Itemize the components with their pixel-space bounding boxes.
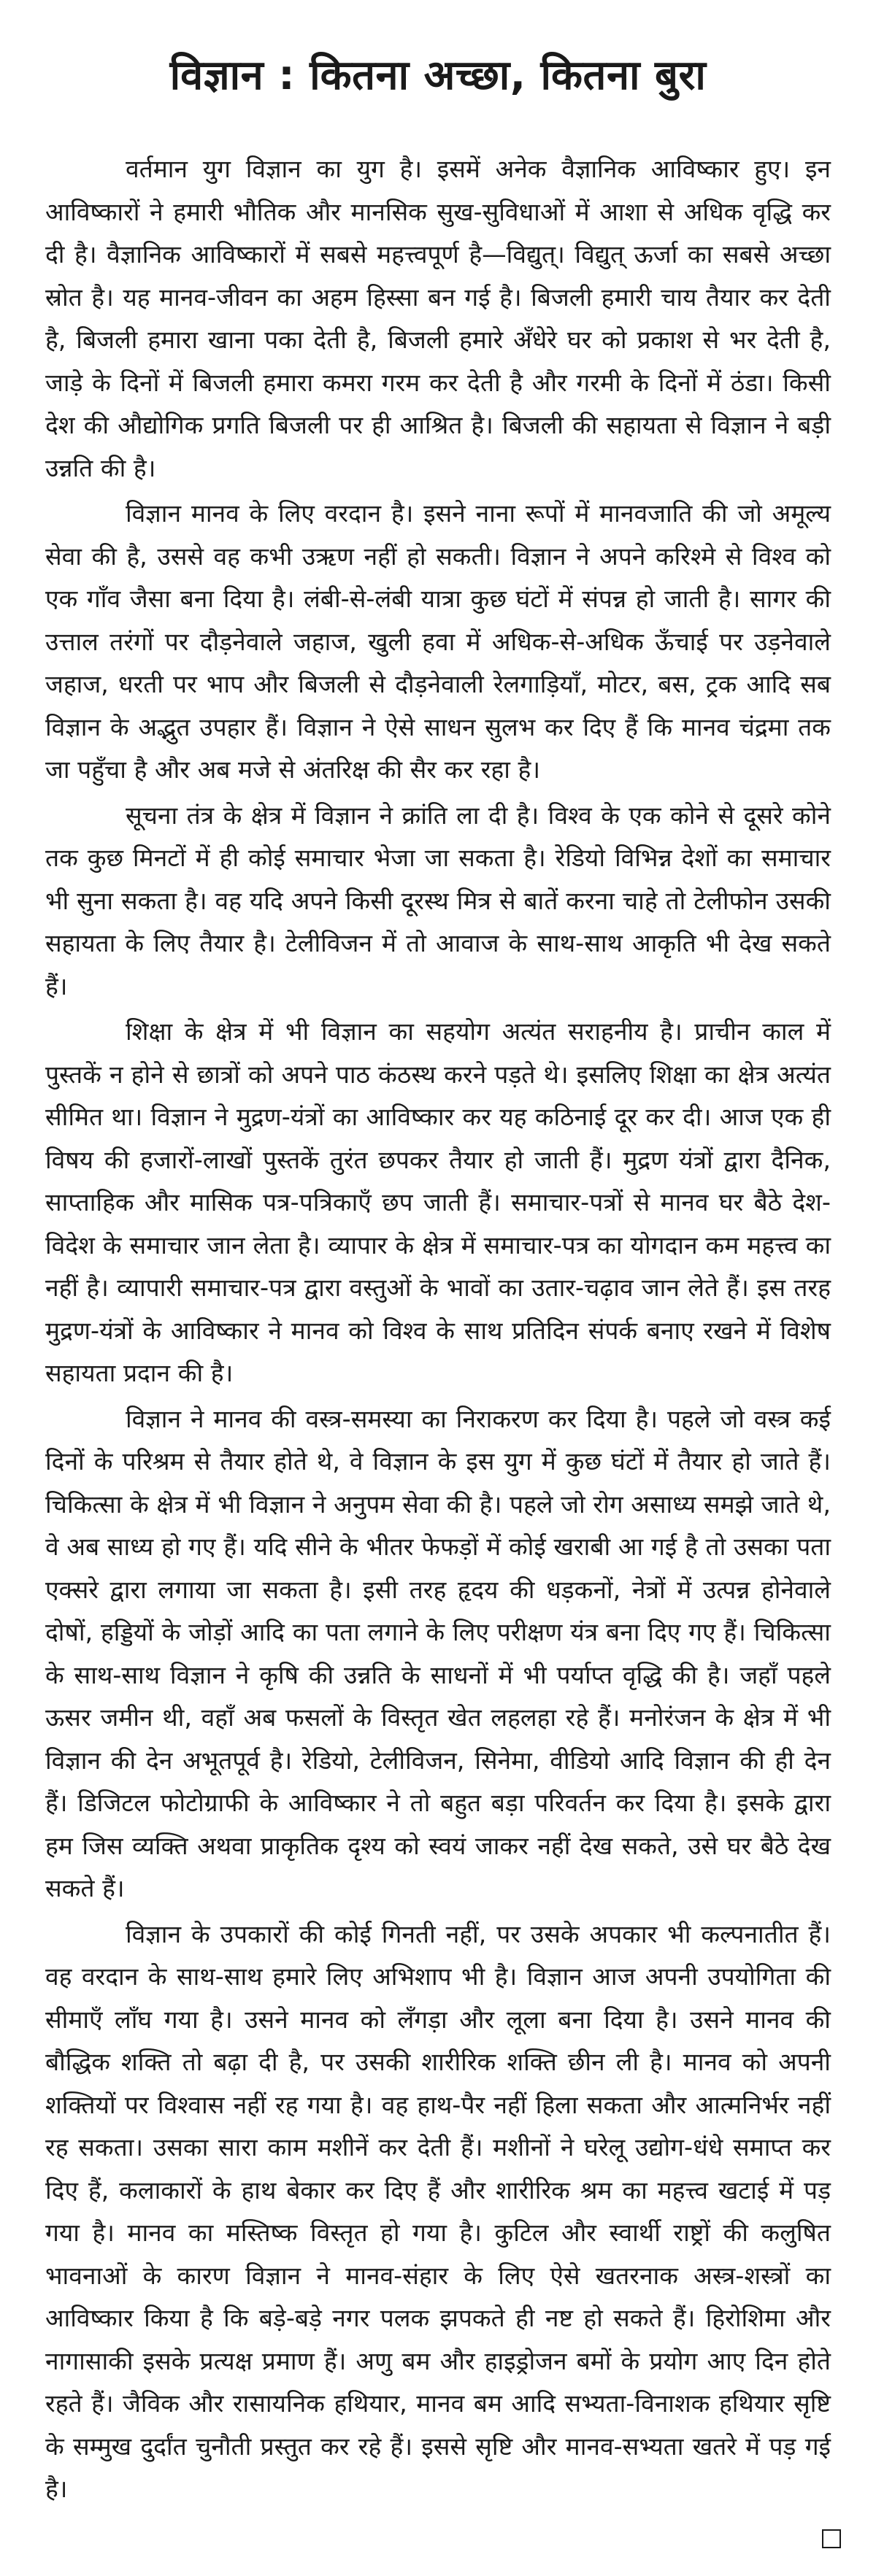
essay-paragraph-curse: विज्ञान के उपकारों की कोई गिनती नहीं, पर उसके अपकार भी कल्पनातीत हैं। वह वरदान के साथ-साथ हमारे लिए अभिशाप भी है। विज्ञान आज अपनी उपयोगिता की सीमाएँ लाँघ गया है। उसने मानव को लँगड़ा और लूला बना दिया है। उसने मानव की बौद्धिक शक्ति तो बढ़ा दी है, पर उसकी शारीरिक शक्ति छीन ली है। मानव को अपनी शक्तियों पर विश्वास नहीं रह गया है। वह हाथ-पैर नहीं हिला सकता और आत्मनिर्भर नहीं रह सकता। उसका सारा काम मशीनें कर देती हैं। मशीनों ने घरेलू उद्योग-धंधे समाप्त कर दिए हैं, कलाकारों के हाथ बेकार कर दिए हैं और शारीरिक श्रम का महत्त्व खटाई में पड़ गया है। मानव का मस्तिष्क विस्तृत हो गया है। कुटिल और स्वार्थी राष्ट्रों की कलुषित भावनाओं के कारण विज्ञान ने मानव-संहार के लिए ऐसे खतरनाक अस्त्र-शस्त्रों का आविष्कार किया है कि बड़े-बड़े नगर पलक झपकते ही नष्ट हो सकते हैं। हिरोशिमा और नागासाकी इसके प्रत्यक्ष प्रमाण हैं। अणु बम और हाइड्रोजन बमों के प्रयोग आए दिन होते रहते हैं। जैविक और रासायनिक हथियार, मानव बम आदि सभ्यता-विनाशक हथियार सृष्टि के सम्मुख दुर्दांत चुनौती प्रस्तुत कर रहे हैं। इससे सृष्टि और मानव-सभ्यता खतरे में पड़ गई है। [45,1919,831,2504]
essay-paragraph-education: शिक्षा के क्षेत्र में भी विज्ञान का सहयोग अत्यंत सराहनीय है। प्राचीन काल में पुस्तकें न होने से छात्रों को अपने पाठ कंठस्थ करने पड़ते थे। इसलिए शिक्षा का क्षेत्र अत्यंत सीमित था। विज्ञान ने मुद्रण-यंत्रों का आविष्कार कर यह कठिनाई दूर कर दी। आज एक ही विषय की हजारों-लाखों पुस्तकें तुरंत छपकर तैयार हो जाती हैं। मुद्रण यंत्रों द्वारा दैनिक, साप्ताहिक और मासिक पत्र-पत्रिकाएँ छप जाती हैं। समाचार-पत्रों से मानव घर बैठे देश-विदेश के समाचार जान लेता है। व्यापार के क्षेत्र में समाचार-पत्र का योगदान कम महत्त्व का नहीं है। व्यापारी समाचार-पत्र द्वारा वस्तुओं के भावों का उतार-चढ़ाव जान लेते हैं। इस तरह मुद्रण-यंत्रों के आविष्कार ने मानव को विश्व के साथ प्रतिदिन संपर्क बनाए रखने में विशेष सहायता प्रदान की है। [45,1017,831,1388]
essay-paragraph-medicine: विज्ञान ने मानव की वस्त्र-समस्या का निराकरण कर दिया है। पहले जो वस्त्र कई दिनों के परिश्रम से तैयार होते थे, वे विज्ञान के इस युग में कुछ घंटों में तैयार हो जाते हैं। चिकित्सा के क्षेत्र में भी विज्ञान ने अनुपम सेवा की है। पहले जो रोग असाध्य समझे जाते थे, वे अब साध्य हो गए हैं। यदि सीने के भीतर फेफड़ों में कोई खराबी आ गई है तो उसका पता एक्सरे द्वारा लगाया जा सकता है। इसी तरह हृदय की धड़कनों, नेत्रों में उत्पन्न होनेवाले दोषों, हड्डियों के जोड़ों आदि का पता लगाने के लिए परीक्षण यंत्र बना दिए गए हैं। चिकित्सा के साथ-साथ विज्ञान ने कृषि की उन्नति के साधनों में भी पर्याप्त वृद्धि की है। जहाँ पहले ऊसर जमीन थी, वहाँ अब फसलों के विस्तृत खेत लहलहा रहे हैं। मनोरंजन के क्षेत्र में भी विज्ञान की देन अभूतपूर्व है। रेडियो, टेलीविजन, सिनेमा, वीडियो आदि विज्ञान की ही देन हैं। डिजिटल फोटोग्राफी के आविष्कार ने तो बहुत बड़ा परिवर्तन कर दिया है। इसके द्वारा हम जिस व्यक्ति अथवा प्राकृतिक दृश्य को स्वयं जाकर नहीं देख सकते, उसे घर बैठे देख सकते हैं। [45,1404,831,1903]
essay-paragraph-communication: सूचना तंत्र के क्षेत्र में विज्ञान ने क्रांति ला दी है। विश्व के एक कोने से दूसरे कोने तक कुछ मिनटों में ही कोई समाचार भेजा जा सकता है। रेडियो विभिन्न देशों का समाचार भी सुना सकता है। वह यदि अपने किसी दूरस्थ मित्र से बातें करना चाहे तो टेलीफोन उसकी सहायता के लिए तैयार है। टेलीविजन में तो आवाज के साथ-साथ आकृति भी देख सकते हैं। [45,801,831,1000]
essay-paragraph-electricity: वर्तमान युग विज्ञान का युग है। इसमें अनेक वैज्ञानिक आविष्कार हुए। इन आविष्कारों ने हमारी भौतिक और मानसिक सुख-सुविधाओं में आशा से अधिक वृद्धि कर दी है। वैज्ञानिक आविष्कारों में सबसे महत्त्वपूर्ण है—विद्युत्। विद्युत् ऊर्जा का सबसे अच्छा स्रोत है। यह मानव-जीवन का अहम हिस्सा बन गई है। बिजली हमारी चाय तैयार कर देती है, बिजली हमारा खाना पका देती है, बिजली हमारे अँधेरे घर को प्रकाश से भर देती है, जाड़े के दिनों में बिजली हमारा कमरा गरम कर देती है और गरमी के दिनों में ठंडा। किसी देश की औद्योगिक प्रगति बिजली पर ही आश्रित है। बिजली की सहायता से विज्ञान ने बड़ी उन्नति की है। [45,155,831,482]
essay-paragraph-boon: विज्ञान मानव के लिए वरदान है। इसने नाना रूपों में मानवजाति की जो अमूल्य सेवा की है, उससे वह कभी उऋण नहीं हो सकती। विज्ञान ने अपने करिश्मे से विश्व को एक गाँव जैसा बना दिया है। लंबी-से-लंबी यात्रा कुछ घंटों में संपन्न हो जाती है। सागर की उत्ताल तरंगों पर दौड़नेवाले जहाज, खुली हवा में अधिक-से-अधिक ऊँचाई पर उड़नेवाले जहाज, धरती पर भाप और बिजली से दौड़नेवाली रेलगाड़ियाँ, मोटर, बस, ट्रक आदि सब विज्ञान के अद्भुत उपहार हैं। विज्ञान ने ऐसे साधन सुलभ कर दिए हैं कि मानव चंद्रमा तक जा पहुँचा है और अब मजे से अंतरिक्ष की सैर कर रहा है। [45,499,831,784]
end-of-text-square-icon [822,2529,841,2548]
essay-title: विज्ञान : कितना अच्छा, कितना बुरा [169,52,707,99]
